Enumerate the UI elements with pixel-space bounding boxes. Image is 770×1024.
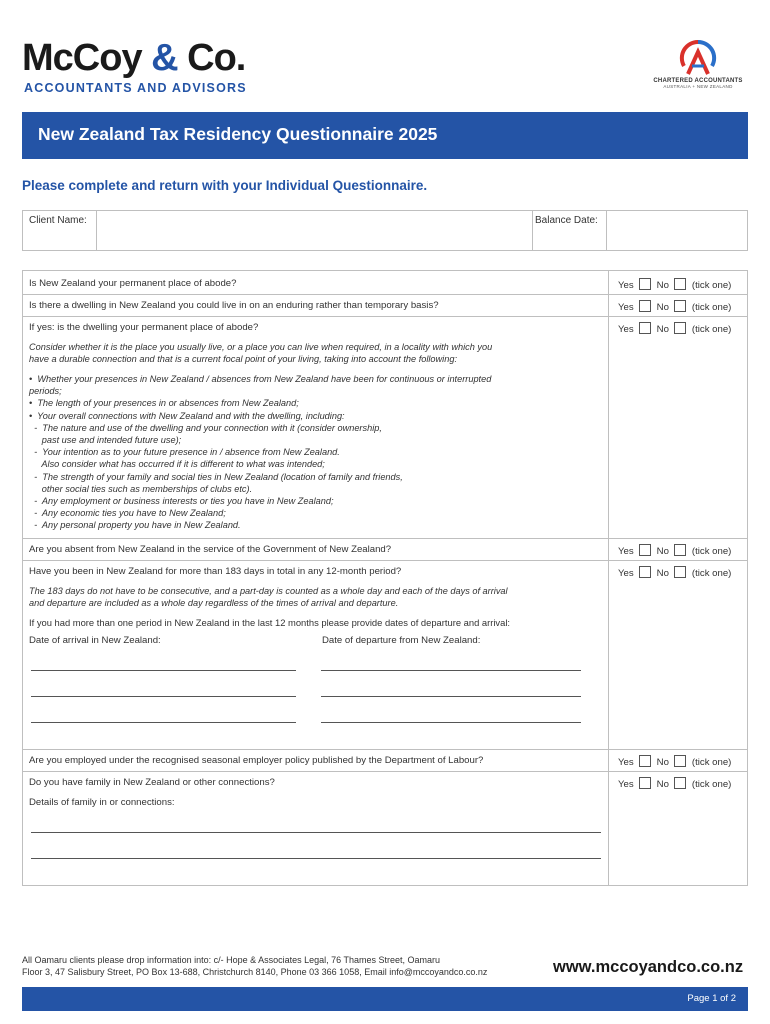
tick-group-q3: [618, 322, 731, 335]
logo-tagline: ACCOUNTANTS AND ADVISORS: [24, 81, 247, 95]
list-item: • Your overall connections with New Zealand and with the dwelling, including:: [29, 410, 345, 421]
yes-checkbox[interactable]: [639, 755, 651, 767]
no-label: No: [656, 280, 669, 291]
tick-one-label: (tick one): [691, 757, 732, 768]
title-banner: [22, 112, 748, 159]
logo-name: McCoy: [22, 37, 142, 79]
no-checkbox[interactable]: [674, 322, 686, 334]
divider: [606, 210, 607, 251]
page-number: Page 1 of 2: [687, 993, 736, 1004]
arrival-date-field[interactable]: [31, 670, 296, 671]
no-checkbox[interactable]: [674, 278, 686, 290]
tick-one-label: (tick one): [691, 779, 732, 790]
no-label: No: [656, 568, 669, 579]
ca-logo-icon: [678, 40, 718, 76]
dwelling-guidance-line: Consider whether it is the place you usually live, or a place you can live when required, in a locality with which you: [29, 342, 493, 352]
question-government-service: Are you absent from New Zealand in the service of the Government of New Zealand?: [29, 544, 392, 555]
tick-group-q1: [618, 278, 731, 291]
departure-date-field[interactable]: [321, 722, 581, 723]
page-title: New Zealand Tax Residency Questionnaire 2025: [38, 124, 438, 144]
question-permanent-abode: Is New Zealand your permanent place of abode?: [29, 278, 237, 289]
row-divider: [22, 771, 748, 772]
row-divider: [22, 538, 748, 539]
list-item: past use and intended future use);: [29, 435, 182, 446]
yes-label: Yes: [618, 302, 634, 313]
days-guidance-line: The 183 days do not have to be consecutive, and a part-day is counted as a whole day and each of the days of arrival: [29, 586, 508, 596]
question-seasonal-employer: Are you employed under the recognised seasonal employer policy published by the Department of Labour?: [29, 755, 484, 766]
no-label: No: [656, 302, 669, 313]
no-checkbox[interactable]: [674, 755, 686, 767]
no-label: No: [656, 324, 669, 335]
question-183-days: Have you been in New Zealand for more than 183 days in total in any 12-month period?: [29, 566, 402, 577]
balance-date-field[interactable]: [608, 212, 746, 249]
list-item: - Any economic ties you have to New Zealand;: [29, 508, 226, 519]
divider: [96, 210, 97, 251]
footer-contact-details: Floor 3, 47 Salisbury Street, PO Box 13-688, Christchurch 8140, Phone 03 366 1058, Email info@mccoyandco.co.nz: [22, 967, 488, 977]
no-label: No: [656, 757, 669, 768]
tick-group-q5: [618, 566, 731, 579]
client-name-field[interactable]: [98, 212, 530, 249]
page-footer-bar: [22, 987, 748, 1011]
company-logo: [22, 38, 245, 78]
list-item: - Your intention as to your future presence in / absence from New Zealand.: [29, 447, 340, 458]
yes-label: Yes: [618, 568, 634, 579]
logo-co: Co.: [187, 37, 246, 79]
tick-one-label: (tick one): [691, 568, 732, 579]
list-item: - Any personal property you have in New Zealand.: [29, 520, 241, 531]
question-family-connections: Do you have family in New Zealand or other connections?: [29, 777, 275, 788]
departure-date-field[interactable]: [321, 670, 581, 671]
no-label: No: [656, 546, 669, 557]
dates-intro: If you had more than one period in New Zealand in the last 12 months please provide dates of departure and arrival:: [29, 617, 511, 628]
yes-label: Yes: [618, 280, 634, 291]
list-item: • Whether your presences in New Zealand / absences from New Zealand have been for continuous or interrupted: [29, 374, 492, 384]
tick-one-label: (tick one): [691, 280, 732, 291]
page-subtitle: Please complete and return with your Individual Questionnaire.: [22, 178, 428, 193]
answer-column-divider: [608, 270, 609, 886]
tick-group-q4: [618, 544, 731, 557]
family-details-field[interactable]: [31, 832, 601, 833]
logo-ampersand: &: [151, 37, 178, 79]
tick-group-q2: [618, 300, 731, 313]
family-details-field[interactable]: [31, 858, 601, 859]
chartered-accountants-logo: [648, 40, 748, 89]
row-divider: [22, 294, 748, 295]
row-divider: [22, 560, 748, 561]
ca-logo-text: CHARTERED ACCOUNTANTS: [653, 78, 743, 84]
arrival-date-field[interactable]: [31, 696, 296, 697]
list-item: • The length of your presences in or absences from New Zealand;: [29, 398, 299, 409]
tick-group-q6: [618, 755, 731, 768]
tick-group-q7: [618, 777, 731, 790]
tick-one-label: (tick one): [691, 302, 732, 313]
arrival-date-field[interactable]: [31, 722, 296, 723]
divider: [532, 210, 533, 251]
yes-label: Yes: [618, 546, 634, 557]
yes-label: Yes: [618, 324, 634, 335]
website-link[interactable]: www.mccoyandco.co.nz: [553, 958, 744, 976]
tick-one-label: (tick one): [691, 324, 732, 335]
list-item: - The strength of your family and social ties in New Zealand (location of family and friends,: [29, 471, 403, 482]
days-guidance-line: and departure are included as a whole day regardless of the times of arrival and departure.: [29, 598, 399, 608]
yes-checkbox[interactable]: [639, 544, 651, 556]
list-item: - The nature and use of the dwelling and your connection with it (consider ownership,: [29, 422, 382, 433]
considerations-list: [29, 373, 491, 532]
departure-date-field[interactable]: [321, 696, 581, 697]
arrival-date-label: Date of arrival in New Zealand:: [29, 635, 161, 646]
row-divider: [22, 749, 748, 750]
list-item: - Any employment or business interests or ties you have in New Zealand;: [29, 496, 334, 507]
question-dwelling: Is there a dwelling in New Zealand you could live in on an enduring rather than temporary basis?: [29, 300, 439, 311]
dwelling-guidance-line: have a durable connection and that is a current focal point of your living, taking into account the following:: [29, 354, 457, 364]
no-checkbox[interactable]: [674, 300, 686, 312]
no-checkbox[interactable]: [674, 777, 686, 789]
yes-checkbox[interactable]: [639, 566, 651, 578]
yes-label: Yes: [618, 757, 634, 768]
yes-checkbox[interactable]: [639, 300, 651, 312]
ca-logo-subtext: AUSTRALIA + NEW ZEALAND: [663, 84, 733, 89]
balance-date-label: Balance Date:: [535, 215, 598, 226]
no-label: No: [656, 779, 669, 790]
list-item: other social ties such as memberships of clubs etc).: [29, 483, 253, 494]
question-dwelling-permanent: If yes: is the dwelling your permanent place of abode?: [29, 322, 259, 333]
yes-checkbox[interactable]: [639, 777, 651, 789]
footer-dropoff-address: All Oamaru clients please drop information into: c/- Hope & Associates Legal, 76 Thames Street, Oamaru: [22, 955, 441, 965]
no-checkbox[interactable]: [674, 544, 686, 556]
row-divider: [22, 316, 748, 317]
tick-one-label: (tick one): [691, 546, 732, 557]
family-details-label: Details of family in or connections:: [29, 797, 175, 808]
yes-checkbox[interactable]: [639, 278, 651, 290]
list-item: Also consider what has occurred if it is different to what was intended;: [29, 459, 325, 470]
list-item: periods;: [29, 386, 62, 397]
yes-label: Yes: [618, 779, 634, 790]
departure-date-label: Date of departure from New Zealand:: [322, 635, 481, 646]
yes-checkbox[interactable]: [639, 322, 651, 334]
client-name-label: Client Name:: [29, 215, 87, 226]
no-checkbox[interactable]: [674, 566, 686, 578]
